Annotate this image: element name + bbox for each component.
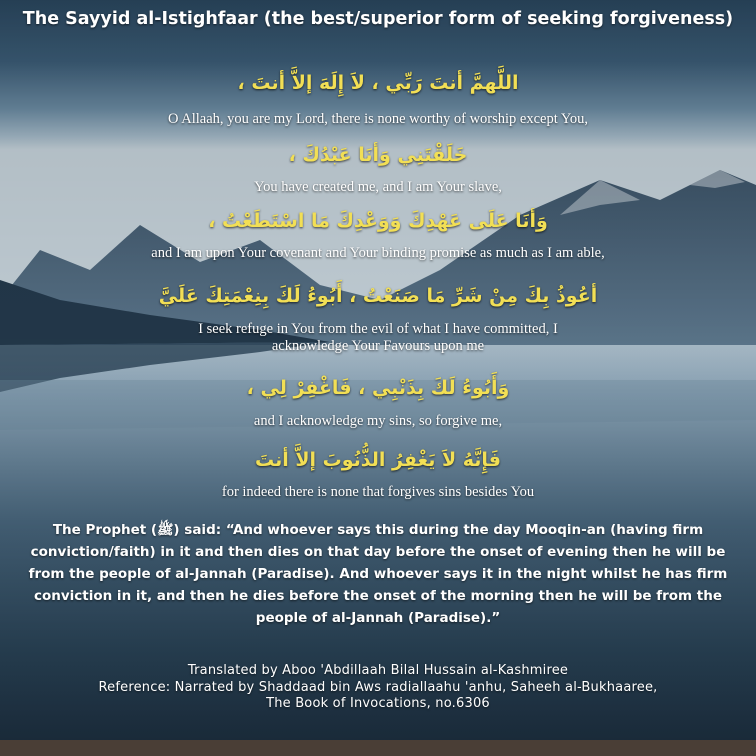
verse-1-arabic: اللَّهمَّ أنتَ رَبِّي ، لاَ إِلَهَ إلاَّ أنتَ ، xyxy=(237,72,519,94)
hadith-text: The Prophet (ﷺ) said: “And whoever says this during the day Mooqin-an (having firm conviction/faith) in it and then dies on that day before the onset of evening then he will be from the people of al-Jannah (Paradise). And whoever says it in the night whilst he has firm conviction in it, and then he dies before the onset of the morning then he will be from the people of al-Jannah (Paradise).” xyxy=(28,522,728,626)
verse-5-arabic: وَأَبُوءُ لَكَ بِذَنْبِي ، فَاغْفِرْ لِي ، xyxy=(246,377,510,399)
verse-2-arabic: خَلَقْتَنِي وَأنَا عَبْدُكَ ، xyxy=(288,144,468,166)
verse-6-english: for indeed there is none that forgives sins besides You xyxy=(221,484,535,500)
verse-3-english: and I am upon Your covenant and Your binding promise as much as I am able, xyxy=(151,245,605,261)
verse-5-english: and I acknowledge my sins, so forgive me, xyxy=(253,413,503,429)
page-title: The Sayyid al-Istighfaar (the best/superior form of seeking forgiveness) xyxy=(22,9,734,29)
verse-6-arabic: فَإِنَّهُ لاَ يَغْفِرُ الذُّنُوبَ إلاَّ أنتَ xyxy=(255,449,501,471)
reference-line-2: The Book of Invocations, no.6306 xyxy=(266,696,490,711)
reference-line-1: Reference: Narrated by Shaddaad bin Aws radiallaahu 'anhu, Saheeh al-Bukhaaree, xyxy=(98,679,658,695)
verse-2-english: You have created me, and I am Your slave, xyxy=(254,179,502,195)
verse-1-english: O Allaah, you are my Lord, there is none worthy of worship except You, xyxy=(167,111,589,127)
verse-4-arabic: أعُوذُ بِكَ مِنْ شَرِّ مَا صَنَعْتُ ، أَبُوءُ لَكَ بِنِعْمَتِكَ عَلَيَّ xyxy=(158,285,598,307)
translator-credit: Translated by Aboo 'Abdillaah Bilal Hussain al-Kashmiree xyxy=(187,663,569,678)
verse-3-arabic: وَأنَا عَلَى عَهْدِكَ وَوَعْدِكَ مَا اسْتَطَعْتُ ، xyxy=(208,210,548,232)
footer xyxy=(10,663,746,713)
verse-4-english: I seek refuge in You from the evil of what I have committed, I acknowledge Your Favours upon me xyxy=(198,321,558,354)
